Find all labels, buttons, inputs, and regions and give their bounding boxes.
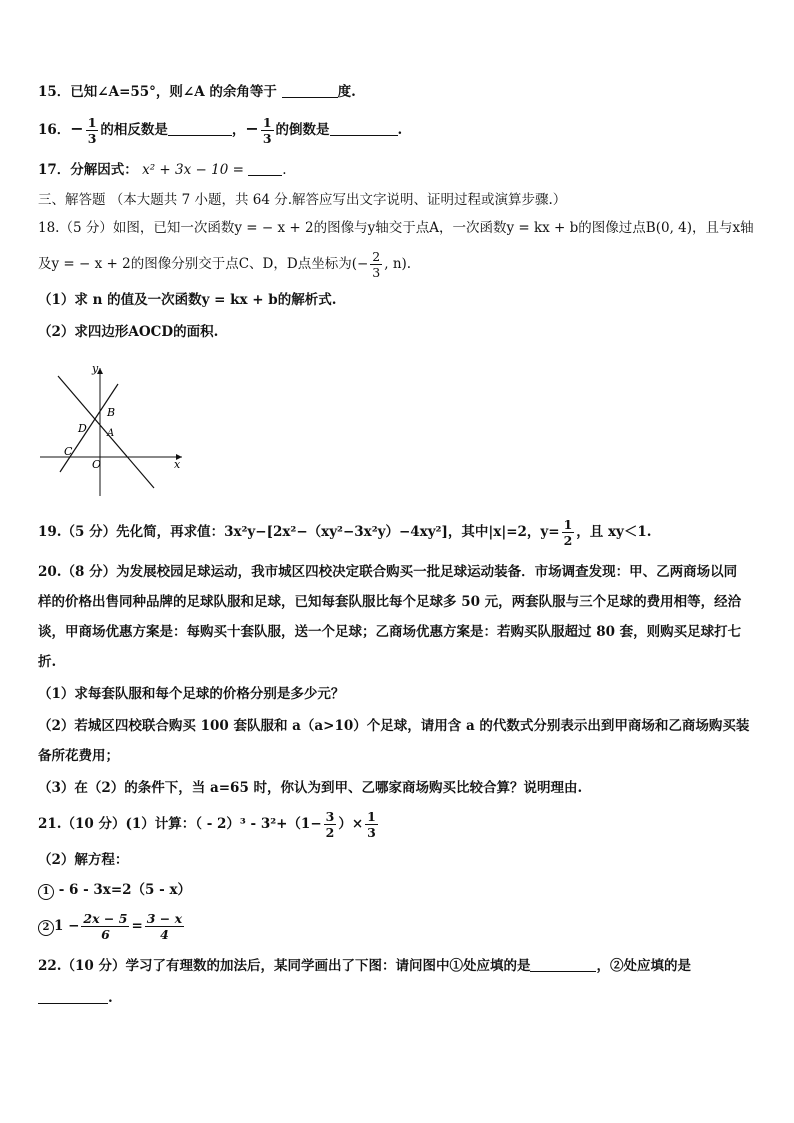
q16-blank-reciprocal[interactable] <box>330 121 398 136</box>
q16-number: 16． <box>38 122 71 138</box>
fraction-3-minus-x-over-4: $\frac{3 - x}{4}$ <box>146 911 183 942</box>
label-D: D <box>78 422 87 435</box>
q15-answer-blank[interactable] <box>282 83 338 98</box>
q15-text: 15．已知∠A=55°，则∠A 的余角等于 <box>38 84 277 100</box>
q17-answer-blank[interactable] <box>248 161 282 176</box>
question-20-sub3: （3）在（2）的条件下，当 a=65 时，你认为到甲、乙哪家商场购买比较合算？说明理由. <box>38 780 583 796</box>
question-18-line1: 18.（5 分）如图，已知一次函数y = − x + 2的图像与y轴交于点A，一次函数y = kx + b的图像过点B(0, 4)，且与x轴 <box>38 220 754 236</box>
question-19: 19.（5 分）先化简，再求值：3x²y−[2x²−（xy²−3x²y）−4xy²]，其中|x|=2，y= $\frac{1}{2}$ ，且 xy＜1. <box>38 517 652 548</box>
label-B: B <box>107 406 116 419</box>
question-20-line2: 样的价格出售同种品牌的足球队服和足球，已知每套队服比每个足球多 50 元，两套队服与三个足球的费用相等，经洽 <box>38 594 742 610</box>
question-15 <box>38 82 356 102</box>
question-20-sub1: （1）求每套队服和每个足球的价格分别是多少元？ <box>38 686 345 702</box>
question-20-line1: 20.（8 分）为发展校园足球运动，我市城区四校决定联合购买一批足球运动装备．市场调查发现：甲、乙两商场以同 <box>38 564 738 580</box>
fraction-two-thirds: $\frac{2}{3}$ <box>372 249 381 280</box>
question-20-line3: 谈，甲商场优惠方案是：每购买十套队服，送一个足球；乙商场优惠方案是：若购买队服超过 80 套，则购买足球打七 <box>38 624 742 640</box>
question-21: 21.（10 分）(1）计算：（ - 2）³ - 3²+（1− $\frac{3}{2}$ ）× $\frac{1}{3}$ <box>38 809 376 840</box>
line-y-neg-x-plus-2 <box>58 376 154 488</box>
q17-expression: x² + 3x − 10 = <box>142 162 244 178</box>
question-21-eq2: 2 1 − $\frac{2x - 5}{6}$ = $\frac{3 - x}{4}$ <box>38 906 186 946</box>
question-18-sub2: （2）求四边形AOCD的面积. <box>38 324 219 340</box>
label-x: x <box>174 458 181 471</box>
label-C: C <box>64 445 73 458</box>
coordinate-figure <box>36 360 196 500</box>
question-16: 16．− $\frac{1}{3}$ 的相反数是 ，− $\frac{1}{3}$ 的倒数是 . <box>38 115 403 146</box>
question-20-sub2b: 备所花费用； <box>38 748 119 764</box>
question-20-sub2a: （2）若城区四校联合购买 100 套队服和 a（a>10）个足球，请用含 a 的代数式分别表示出到甲商场和乙商场购买装 <box>38 718 750 734</box>
q22-blank-2[interactable] <box>38 989 108 1004</box>
question-17: 17．分解因式： x² + 3x − 10 = . <box>38 162 287 178</box>
question-18-line2: 及y = − x + 2的图像分别交于点C、D，D点坐标为(− $\frac{2}{3}$ , n). <box>38 249 412 280</box>
fraction-one-third-3: $\frac{1}{3}$ <box>367 809 376 840</box>
fraction-three-halves: $\frac{3}{2}$ <box>325 809 335 840</box>
fraction-one-third: $\frac{1}{3}$ <box>87 115 97 146</box>
question-21-eq1: 1 - 6 - 3x=2（5 - x） <box>38 880 191 900</box>
question-22-line1: 22.（10 分）学习了有理数的加法后，某同学画出了下图：请问图中①处应填的是 ，②处应填的是 <box>38 958 691 974</box>
label-O: O <box>92 458 102 471</box>
circled-number-2: 2 <box>38 920 54 936</box>
label-y: y <box>92 362 99 375</box>
question-20-line4: 折. <box>38 654 57 670</box>
q16-blank-opposite[interactable] <box>168 121 232 136</box>
circled-number-1: 1 <box>38 884 54 900</box>
question-18-sub1: （1）求 n 的值及一次函数y = kx + b的解析式. <box>38 292 337 308</box>
label-A: A <box>107 428 115 439</box>
fraction-one-third-2: $\frac{1}{3}$ <box>262 115 272 146</box>
question-21-sub2: （2）解方程： <box>38 852 129 868</box>
section-3-heading: 三、解答题 （本大题共 7 小题，共 64 分.解答应写出文字说明、证明过程或演算步骤.） <box>38 192 567 208</box>
question-22-line2: . <box>38 988 113 1008</box>
fraction-2x-minus-5-over-6: $\frac{2x - 5}{6}$ <box>83 911 128 942</box>
fraction-one-half: $\frac{1}{2}$ <box>563 517 573 548</box>
q15-unit: 度. <box>337 84 356 100</box>
q22-blank-1[interactable] <box>530 957 596 972</box>
